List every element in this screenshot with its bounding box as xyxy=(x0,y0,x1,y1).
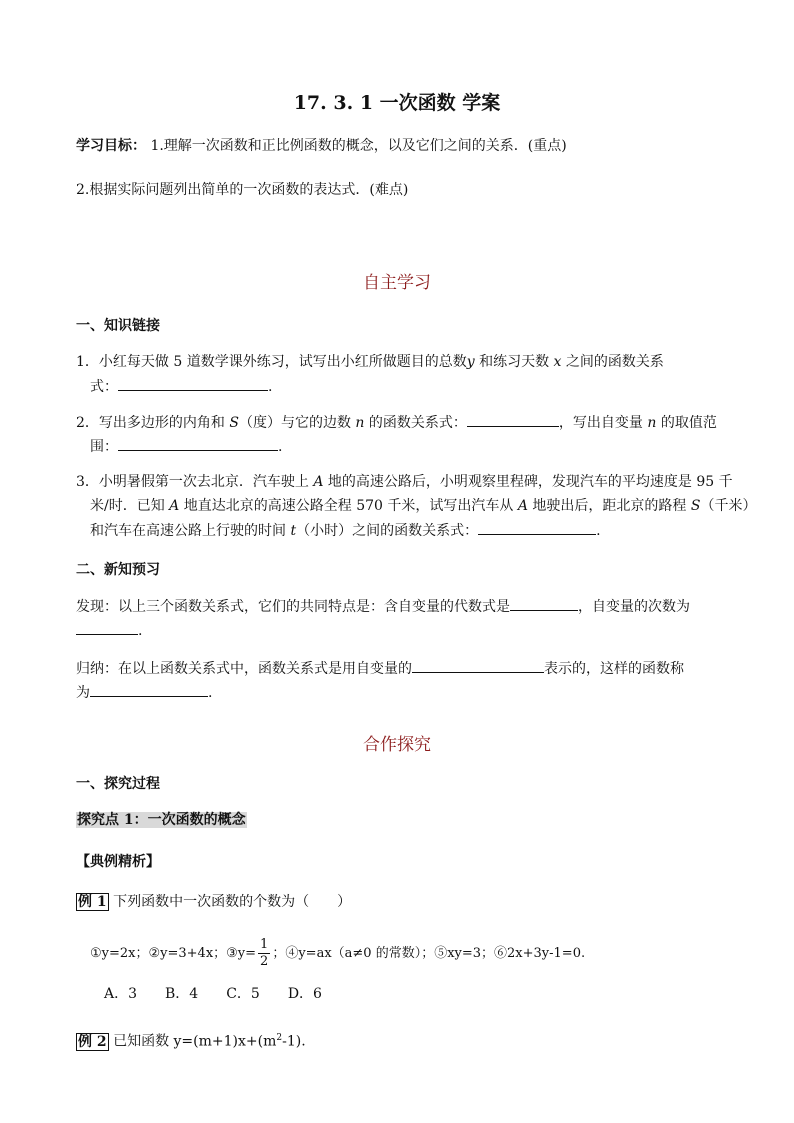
objectives-label: 学习目标： xyxy=(76,138,146,154)
question-3-line-1: 3．小明暑假第一次去北京．汽车驶上 A 地的高速公路后，小明观察里程碑，发现汽车的平均速度是 95 千 xyxy=(76,474,733,490)
exploration-point xyxy=(76,810,718,830)
example-1-choices: A．3 B．4 C．5 D．6 xyxy=(104,986,322,1002)
answer-blank-2b[interactable] xyxy=(118,436,278,451)
page-title: 17. 3. 1 一次函数 学案 xyxy=(293,92,501,114)
example-1-label: 例 1 xyxy=(78,894,107,910)
answer-blank-1[interactable] xyxy=(118,376,268,391)
example-1: 例 1 下列函数中一次函数的个数为（ ） xyxy=(78,894,352,910)
answer-blank-6[interactable] xyxy=(412,658,544,673)
question-2-line-2: 围： . xyxy=(90,436,718,457)
discovery-line-1: 发现：以上三个函数关系式，它们的共同特点是：含自变量的代数式是 ，自变量的次数为 xyxy=(76,596,718,617)
answer-blank-5[interactable] xyxy=(76,620,138,635)
answer-blank-7[interactable] xyxy=(90,682,208,697)
example-2: 例 2 已知函数 $y=(m+1)x+(m^2-1)$. xyxy=(78,1033,306,1050)
summary-line-2: 为 . xyxy=(76,682,718,703)
section-title-self-study: 自主学习 xyxy=(363,273,431,293)
summary-line-1: 归纳：在以上函数关系式中，函数关系式是用自变量的 表示的，这样的函数称 xyxy=(76,658,718,679)
fraction: $\frac{1}{2}$ xyxy=(260,937,269,969)
answer-blank-4[interactable] xyxy=(510,596,578,611)
heading-exploration: 一、探究过程 xyxy=(76,776,160,792)
heading-preview: 二、新知预习 xyxy=(76,562,160,578)
section-title-cooperative: 合作探究 xyxy=(363,735,431,755)
exploration-point-label: 探究点 1：一次函数的概念 xyxy=(77,812,246,828)
question-1-line-1: 1．小红每天做 5 道数学课外练习，试写出小红所做题目的总数y 和练习天数 x 之间的函数关系 xyxy=(76,354,664,370)
example-2-label: 例 2 xyxy=(78,1033,107,1050)
objective-1: 学习目标： 1.理解一次函数和正比例函数的概念，以及它们之间的关系．(重点) xyxy=(76,138,567,154)
example-1-items: ①y=2x；②y=3+4x；③y= $\frac{1}{2}$ ；④y=ax（a≠0 的常数）；⑤xy=3；⑥2x+3y-1=0. xyxy=(90,937,586,969)
question-1-line-2: 式： . xyxy=(90,376,718,397)
answer-blank-3[interactable] xyxy=(478,520,596,535)
example-heading: 【典例精析】 xyxy=(76,854,160,870)
objective-2: 2.根据实际问题列出简单的一次函数的表达式．(难点) xyxy=(76,182,409,198)
heading-knowledge-link: 一、知识链接 xyxy=(76,318,160,334)
answer-blank-2a[interactable] xyxy=(467,412,559,427)
question-3-line-3: 和汽车在高速公路上行驶的时间 t（小时）之间的函数关系式： . xyxy=(90,520,718,541)
discovery-line-2: . xyxy=(76,620,718,641)
question-2-line-1: 2．写出多边形的内角和 S（度）与它的边数 n 的函数关系式： ，写出自变量 n 的取值范 xyxy=(76,412,718,433)
question-3-line-2: 米/时．已知 A 地直达北京的高速公路全程 570 千米，试写出汽车从 A 地驶出后，距北京的路程 S（千米） xyxy=(90,498,757,514)
